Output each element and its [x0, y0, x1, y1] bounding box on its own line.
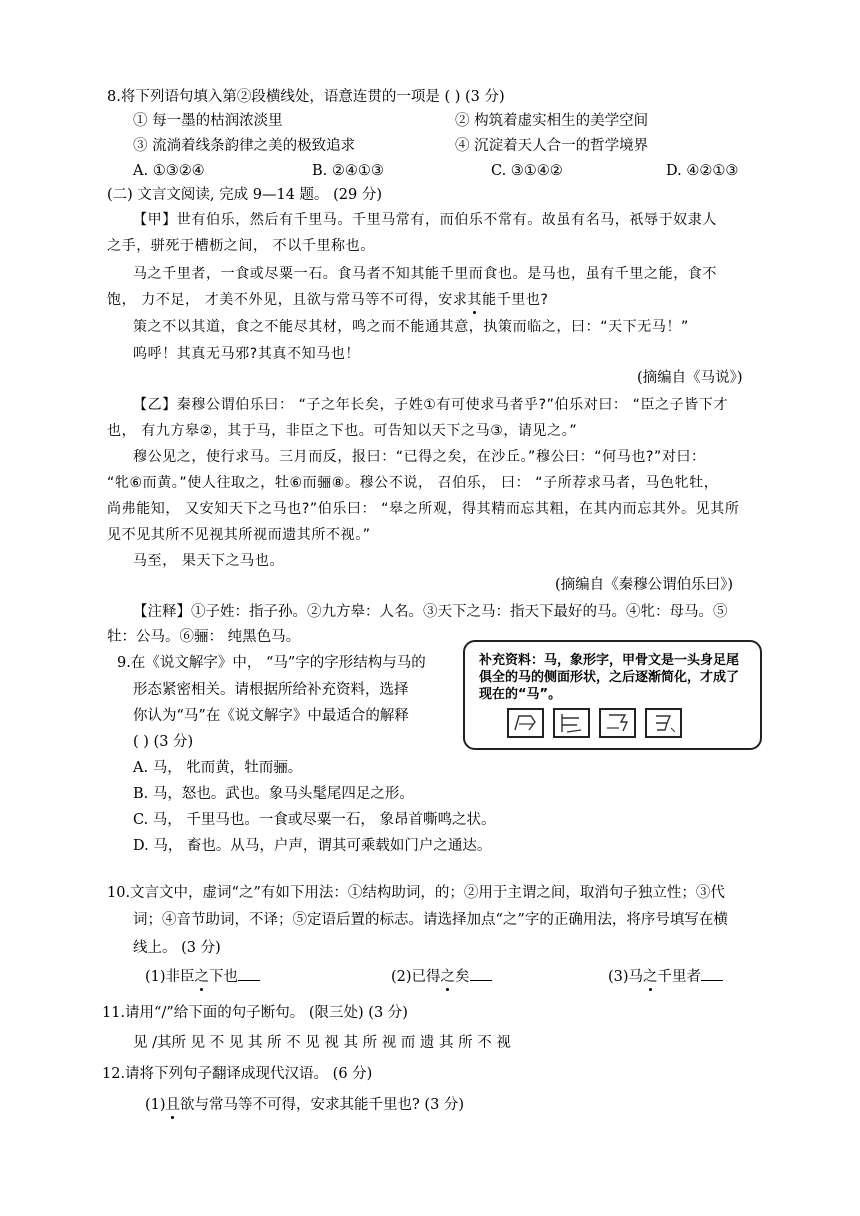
- yi-para2-line1: 穆公见之，使行求马。三月而反，报曰：“已得之矣，在沙丘。”穆公曰：“何马也?”对曰：: [133, 449, 706, 465]
- supplement-box: [463, 640, 762, 750]
- jia-para4: 呜呼！其真无马邪?其真不知马也！: [133, 346, 361, 362]
- q9-stem-line4: ( ) (3 分): [133, 734, 194, 750]
- q12-stem: 12.请将下列句子翻译成现代汉语。 (6 分): [102, 1066, 373, 1082]
- q9-stem-line3: 你认为“马”在《说文解字》中最适合的解释: [133, 708, 409, 724]
- jia-para2-line1: 马之千里者，一食或尽粟一石。食马者不知其能千里而食也。是马也，虽有千里之能，食不: [133, 266, 717, 282]
- oracle-bone-glyph-3: [599, 708, 636, 738]
- section-heading: (二) 文言文阅读, 完成 9—14 题。 (29 分): [107, 187, 383, 203]
- yi-para1-line1: 【乙】秦穆公谓伯乐曰： “子之年长矣，子姓①有可使求马者乎?”伯乐对曰： “臣之子皆下才: [133, 397, 729, 413]
- answer-blank-2[interactable]: [470, 966, 492, 981]
- oracle-bone-glyph-2: [553, 708, 590, 738]
- answer-blank-3[interactable]: [701, 966, 723, 981]
- q9-stem-line2: 形态紧密相关。请根据所给补充资料，选择: [133, 682, 409, 698]
- q10-item-1: (1)非臣之下也: [145, 966, 260, 987]
- q8-option-d: D. ④②①③: [666, 163, 739, 179]
- q9-option-a: A. 马， 牝而黄，牡而骊。: [133, 760, 303, 776]
- q9-option-d: D. 马， 畜也。从马，户声，谓其可乘载如门户之通达。: [133, 838, 492, 854]
- q9-option-b: B. 马，怒也。武也。象马头髦尾四足之形。: [133, 786, 414, 802]
- q9-option-c: C. 马， 千里马也。一食或尽粟一石， 象昂首嘶鸣之状。: [133, 812, 496, 828]
- q8-sentence-3: ③ 流淌着线条韵律之美的极致追求: [133, 138, 356, 154]
- jia-para3: 策之不以其道，食之不能尽其材，鸣之而不能通其意，执策而临之，曰：“天下无马！”: [133, 319, 689, 335]
- yi-para3: 马至， 果天下之马也。: [133, 553, 285, 569]
- q11-stem: 11.请用“/”给下面的句子断句。 (限三处) (3 分): [102, 1005, 408, 1021]
- yi-source: (摘编自《秦穆公谓伯乐曰》): [555, 577, 734, 593]
- jia-para1-line2: 之手，骈死于槽枥之间， 不以千里称也。: [107, 238, 375, 254]
- yi-para2-line2: “牝⑥而黄。”使人往取之，牡⑥而骊⑧。穆公不说， 召伯乐， 曰： “子所荐求马者，马色牝牡，: [107, 475, 719, 491]
- q10-item-2: (2)已得之矣: [391, 966, 492, 987]
- yi-para2-line3: 尚弗能知， 又安知天下之马也?”伯乐曰： “皋之所观，得其精而忘其粗，在其内而忘其外。见其所: [107, 501, 740, 517]
- dotted-char: 且: [165, 1097, 181, 1113]
- jia-para1-line1: 【甲】世有伯乐，然后有千里马。千里马常有，而伯乐不常有。故虽有名马，祇辱于奴隶人: [133, 212, 717, 228]
- notes-line1: 【注释】①子姓：指子孙。②九方皋：人名。③天下之马：指天下最好的马。④牝：母马。⑤: [133, 604, 728, 620]
- q10-stem-line1: 10.文言文中，虚词“之”有如下用法：①结构助词，的；②用于主谓之间，取消句子独立性；③代: [107, 885, 725, 901]
- dotted-char: 之: [194, 969, 210, 985]
- q8-option-a: A. ①③②④: [133, 163, 205, 179]
- q8-sentence-1: ① 每一墨的枯润浓淡里: [133, 113, 283, 129]
- q8-option-c: C. ③①④②: [491, 163, 563, 179]
- oracle-bone-glyph-1: [507, 708, 544, 738]
- yi-para2-line4: 见不见其所不见视其所视而遗其所不视。”: [107, 527, 371, 543]
- q8-sentence-4: ④ 沉淀着天人合一的哲学境界: [455, 138, 649, 154]
- dotted-char: 之: [643, 969, 658, 985]
- yi-para1-line2: 也， 有九方皋②，其于马，非臣之下也。可告知以天下之马③，请见之。”: [107, 423, 578, 439]
- dotted-char: 之: [440, 969, 456, 985]
- dotted-char: 其: [467, 292, 483, 308]
- q10-item-3: (3)马之千里者: [608, 966, 723, 987]
- answer-blank-1[interactable]: [238, 966, 260, 981]
- q8-option-b: B. ②④①③: [312, 163, 384, 179]
- q9-stem-line1: 9.在《说文解字》中， “马”字的字形结构与马的: [117, 655, 426, 671]
- jia-source: (摘编自《马说》): [637, 370, 743, 386]
- oracle-bone-glyph-4: [645, 708, 682, 738]
- q8-sentence-2: ② 构筑着虚实相生的美学空间: [455, 113, 649, 129]
- q11-sentence: 见 /其所 见 不 见 其 所 不 见 视 其 所 视 而 遗 其 所 不 视: [133, 1035, 511, 1051]
- supplement-text: 补充资料：马，象形字，甲骨文是一头身足尾俱全的马的侧面形状，之后逐渐简化，才成了现在的“马”。: [479, 653, 740, 702]
- notes-line2: 牡：公马。⑥骊： 纯黑色马。: [107, 629, 301, 645]
- q8-stem: 8.将下列语句填入第②段横线处，语意连贯的一项是 ( ) (3 分): [107, 89, 505, 105]
- jia-para2-line2: 饱， 力不足， 才美不外见，且欲与常马等不可得，安求其能千里也?: [107, 292, 549, 308]
- q10-stem-line2: 词；④音节助词，不译；⑤定语后置的标志。请选择加点“之”字的正确用法，将序号填写在横: [133, 912, 728, 928]
- q12-sentence-1: (1)且欲与常马等不可得，安求其能千里也? (3 分): [145, 1097, 465, 1113]
- q10-stem-line3: 线上。 (3 分): [133, 940, 221, 956]
